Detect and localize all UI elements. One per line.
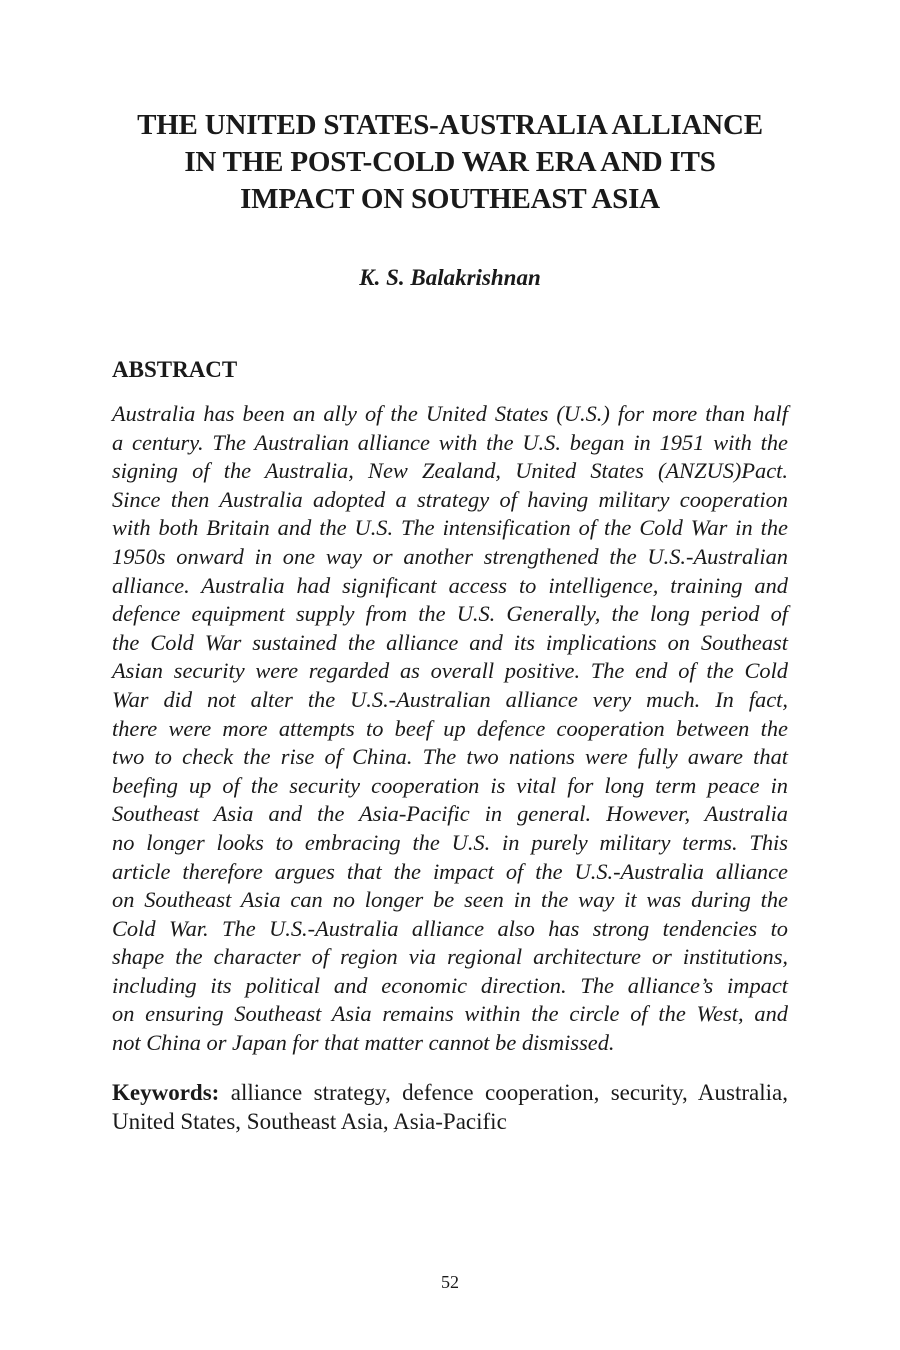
abstract-line: War did not alter the U.S.-Australian alliance very much. In fact, xyxy=(112,686,788,712)
abstract-line: including its political and economic direction. The alliance’s impact xyxy=(112,972,788,998)
page-number: 52 xyxy=(441,1272,459,1292)
abstract-line: shape the character of region via regional architecture or institutions, xyxy=(112,944,788,970)
keywords-list: alliance strategy, defence cooperation, security, Australia, xyxy=(219,1080,788,1105)
author-name: K. S. Balakrishnan xyxy=(359,265,541,290)
abstract-line: Since then Australia adopted a strategy of having military cooperation xyxy=(112,486,788,512)
title-line: THE UNITED STATES-AUSTRALIA ALLIANCE xyxy=(137,109,763,141)
keywords-line xyxy=(112,1078,788,1107)
keywords-line: United States, Southeast Asia, Asia-Pacific xyxy=(112,1109,507,1134)
abstract-line: there were more attempts to beef up defence cooperation between the xyxy=(112,715,788,741)
abstract-heading: ABSTRACT xyxy=(112,357,238,382)
title-line: IMPACT ON SOUTHEAST ASIA xyxy=(240,183,660,215)
abstract-line: Southeast Asia and the Asia-Pacific in general. However, Australia xyxy=(112,801,788,827)
abstract-line: beefing up of the security cooperation is vital for long term peace in xyxy=(112,772,788,798)
abstract-line: Australia has been an ally of the United States (U.S.) for more than half xyxy=(112,401,788,426)
abstract-line: alliance. Australia had significant access to intelligence, training and xyxy=(112,572,788,598)
abstract-line: the Cold War sustained the alliance and its implications on Southeast xyxy=(112,629,788,655)
abstract-line: 1950s onward in one way or another strengthened the U.S.-Australian xyxy=(112,543,788,569)
abstract-text xyxy=(112,400,788,1058)
abstract-line: Asian security were regarded as overall positive. The end of the Cold xyxy=(112,658,788,684)
abstract-line: on Southeast Asia can no longer be seen in the way it was during the xyxy=(112,887,788,913)
keywords xyxy=(112,1078,788,1136)
abstract-line: a century. The Australian alliance with the U.S. began in 1951 with the xyxy=(112,429,788,455)
abstract-line: two to check the rise of China. The two nations were fully aware that xyxy=(112,744,788,770)
abstract-line: on ensuring Southeast Asia remains within the circle of the West, and xyxy=(112,1001,788,1027)
abstract-line: with both Britain and the U.S. The intensification of the Cold War in the xyxy=(112,515,788,541)
article-title xyxy=(80,107,820,218)
title-line: IN THE POST-COLD WAR ERA AND ITS xyxy=(184,146,716,178)
keywords-label: Keywords: xyxy=(112,1080,220,1105)
abstract-line: signing of the Australia, New Zealand, United States (ANZUS)Pact. xyxy=(112,458,788,484)
abstract-line: defence equipment supply from the U.S. Generally, the long period of xyxy=(112,601,788,627)
abstract-line: no longer looks to embracing the U.S. in purely military terms. This xyxy=(112,829,788,855)
abstract-line: article therefore argues that the impact of the U.S.-Australia alliance xyxy=(112,858,788,884)
abstract-line: not China or Japan for that matter cannot be dismissed. xyxy=(112,1030,615,1056)
abstract-line: Cold War. The U.S.-Australia alliance also has strong tendencies to xyxy=(112,915,788,941)
